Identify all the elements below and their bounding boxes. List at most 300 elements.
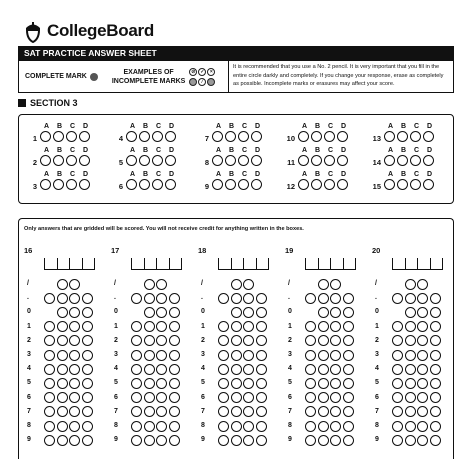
write-box[interactable] [45, 258, 58, 270]
grid-bubble[interactable] [417, 364, 428, 375]
grid-bubble[interactable] [131, 421, 142, 432]
grid-bubble[interactable] [318, 321, 329, 332]
answer-bubble-d[interactable] [251, 131, 262, 142]
grid-bubble[interactable] [405, 279, 416, 290]
grid-bubble[interactable] [243, 307, 254, 318]
grid-bubble[interactable] [144, 279, 155, 290]
grid-bubble[interactable] [392, 293, 403, 304]
grid-bubble[interactable] [343, 293, 354, 304]
answer-bubble-b[interactable] [225, 131, 236, 142]
grid-bubble[interactable] [218, 321, 229, 332]
grid-bubble[interactable] [131, 335, 142, 346]
grid-bubble[interactable] [392, 321, 403, 332]
grid-bubble[interactable] [305, 435, 316, 446]
grid-bubble[interactable] [82, 307, 93, 318]
answer-bubble-a[interactable] [384, 131, 395, 142]
grid-bubble[interactable] [231, 293, 242, 304]
grid-bubble[interactable] [131, 350, 142, 361]
grid-bubble[interactable] [169, 307, 180, 318]
grid-bubble[interactable] [430, 335, 441, 346]
answer-bubble-a[interactable] [126, 179, 137, 190]
grid-bubble[interactable] [417, 350, 428, 361]
grid-bubble[interactable] [256, 392, 267, 403]
grid-bubble[interactable] [256, 293, 267, 304]
grid-bubble[interactable] [169, 321, 180, 332]
grid-bubble[interactable] [417, 421, 428, 432]
answer-bubble-a[interactable] [298, 155, 309, 166]
grid-bubble[interactable] [69, 293, 80, 304]
grid-bubble[interactable] [430, 421, 441, 432]
grid-bubble[interactable] [231, 406, 242, 417]
grid-bubble[interactable] [82, 350, 93, 361]
grid-bubble[interactable] [343, 307, 354, 318]
grid-bubble[interactable] [343, 378, 354, 389]
grid-bubble[interactable] [57, 435, 68, 446]
grid-bubble[interactable] [256, 335, 267, 346]
write-box[interactable] [244, 258, 257, 270]
grid-bubble[interactable] [69, 435, 80, 446]
write-box[interactable] [306, 258, 319, 270]
grid-bubble[interactable] [430, 321, 441, 332]
grid-bubble[interactable] [305, 293, 316, 304]
grid-bubble[interactable] [392, 406, 403, 417]
grid-bubble[interactable] [330, 307, 341, 318]
grid-bubble[interactable] [343, 350, 354, 361]
grid-bubble[interactable] [305, 335, 316, 346]
answer-bubble-b[interactable] [311, 131, 322, 142]
grid-bubble[interactable] [82, 392, 93, 403]
grid-bubble[interactable] [417, 435, 428, 446]
grid-bubble[interactable] [169, 406, 180, 417]
grid-bubble[interactable] [144, 435, 155, 446]
grid-bubble[interactable] [44, 335, 55, 346]
grid-bubble[interactable] [392, 364, 403, 375]
grid-bubble[interactable] [57, 307, 68, 318]
grid-bubble[interactable] [231, 335, 242, 346]
grid-bubble[interactable] [330, 406, 341, 417]
answer-bubble-b[interactable] [397, 155, 408, 166]
grid-bubble[interactable] [69, 350, 80, 361]
answer-bubble-a[interactable] [298, 179, 309, 190]
grid-bubble[interactable] [318, 435, 329, 446]
grid-bubble[interactable] [218, 364, 229, 375]
grid-bubble[interactable] [318, 307, 329, 318]
answer-bubble-d[interactable] [79, 155, 90, 166]
grid-bubble[interactable] [330, 435, 341, 446]
grid-bubble[interactable] [343, 406, 354, 417]
grid-bubble[interactable] [330, 321, 341, 332]
grid-bubble[interactable] [405, 364, 416, 375]
grid-bubble[interactable] [330, 350, 341, 361]
answer-bubble-c[interactable] [66, 155, 77, 166]
grid-bubble[interactable] [144, 293, 155, 304]
answer-bubble-a[interactable] [40, 155, 51, 166]
grid-bubble[interactable] [243, 293, 254, 304]
grid-bubble[interactable] [343, 364, 354, 375]
grid-bubble[interactable] [243, 392, 254, 403]
grid-bubble[interactable] [318, 279, 329, 290]
grid-bubble[interactable] [392, 335, 403, 346]
grid-bubble[interactable] [392, 378, 403, 389]
grid-bubble[interactable] [156, 307, 167, 318]
grid-bubble[interactable] [243, 378, 254, 389]
grid-bubble[interactable] [218, 406, 229, 417]
grid-bubble[interactable] [405, 435, 416, 446]
grid-bubble[interactable] [256, 406, 267, 417]
write-box[interactable] [219, 258, 232, 270]
grid-bubble[interactable] [318, 392, 329, 403]
write-box[interactable] [319, 258, 332, 270]
answer-bubble-d[interactable] [79, 179, 90, 190]
grid-bubble[interactable] [156, 392, 167, 403]
write-box[interactable] [257, 258, 270, 270]
grid-bubble[interactable] [82, 364, 93, 375]
grid-bubble[interactable] [330, 279, 341, 290]
grid-bubble[interactable] [305, 350, 316, 361]
grid-bubble[interactable] [430, 406, 441, 417]
grid-bubble[interactable] [405, 421, 416, 432]
answer-bubble-b[interactable] [225, 179, 236, 190]
answer-bubble-d[interactable] [423, 179, 434, 190]
grid-bubble[interactable] [330, 364, 341, 375]
grid-bubble[interactable] [44, 392, 55, 403]
grid-bubble[interactable] [218, 293, 229, 304]
grid-bubble[interactable] [430, 350, 441, 361]
grid-bubble[interactable] [405, 392, 416, 403]
grid-bubble[interactable] [218, 435, 229, 446]
grid-bubble[interactable] [44, 350, 55, 361]
grid-bubble[interactable] [69, 335, 80, 346]
grid-bubble[interactable] [131, 406, 142, 417]
answer-bubble-d[interactable] [337, 155, 348, 166]
answer-bubble-d[interactable] [337, 131, 348, 142]
answer-bubble-d[interactable] [165, 179, 176, 190]
grid-bubble[interactable] [318, 421, 329, 432]
grid-bubble[interactable] [57, 364, 68, 375]
grid-bubble[interactable] [44, 421, 55, 432]
answer-bubble-d[interactable] [337, 179, 348, 190]
grid-bubble[interactable] [405, 335, 416, 346]
answer-bubble-d[interactable] [251, 155, 262, 166]
grid-bubble[interactable] [243, 421, 254, 432]
grid-bubble[interactable] [57, 392, 68, 403]
grid-bubble[interactable] [57, 350, 68, 361]
grid-bubble[interactable] [330, 421, 341, 432]
grid-bubble[interactable] [330, 293, 341, 304]
answer-bubble-c[interactable] [238, 179, 249, 190]
grid-bubble[interactable] [318, 378, 329, 389]
grid-bubble[interactable] [169, 392, 180, 403]
grid-bubble[interactable] [156, 364, 167, 375]
answer-bubble-c[interactable] [66, 179, 77, 190]
grid-bubble[interactable] [231, 350, 242, 361]
grid-bubble[interactable] [69, 321, 80, 332]
write-box[interactable] [83, 258, 96, 270]
grid-bubble[interactable] [82, 421, 93, 432]
grid-bubble[interactable] [343, 421, 354, 432]
answer-bubble-a[interactable] [40, 179, 51, 190]
answer-bubble-a[interactable] [384, 155, 395, 166]
grid-bubble[interactable] [69, 307, 80, 318]
grid-bubble[interactable] [430, 378, 441, 389]
grid-bubble[interactable] [82, 378, 93, 389]
answer-bubble-c[interactable] [324, 179, 335, 190]
grid-bubble[interactable] [69, 421, 80, 432]
grid-bubble[interactable] [305, 392, 316, 403]
grid-bubble[interactable] [430, 435, 441, 446]
grid-bubble[interactable] [405, 350, 416, 361]
answer-bubble-b[interactable] [397, 179, 408, 190]
grid-bubble[interactable] [169, 350, 180, 361]
grid-bubble[interactable] [57, 378, 68, 389]
grid-bubble[interactable] [243, 406, 254, 417]
answer-bubble-a[interactable] [212, 131, 223, 142]
grid-bubble[interactable] [417, 392, 428, 403]
grid-bubble[interactable] [243, 335, 254, 346]
grid-bubble[interactable] [318, 335, 329, 346]
grid-bubble[interactable] [169, 293, 180, 304]
write-box[interactable] [157, 258, 170, 270]
answer-bubble-a[interactable] [126, 131, 137, 142]
grid-bubble[interactable] [156, 435, 167, 446]
grid-bubble[interactable] [218, 392, 229, 403]
grid-bubble[interactable] [156, 279, 167, 290]
grid-bubble[interactable] [256, 321, 267, 332]
grid-bubble[interactable] [131, 392, 142, 403]
grid-bubble[interactable] [218, 335, 229, 346]
grid-bubble[interactable] [417, 321, 428, 332]
grid-bubble[interactable] [430, 392, 441, 403]
grid-bubble[interactable] [405, 378, 416, 389]
answer-bubble-c[interactable] [152, 131, 163, 142]
grid-bubble[interactable] [392, 435, 403, 446]
answer-bubble-c[interactable] [410, 179, 421, 190]
grid-bubble[interactable] [417, 293, 428, 304]
grid-bubble[interactable] [144, 335, 155, 346]
grid-bubble[interactable] [392, 350, 403, 361]
grid-bubble[interactable] [144, 406, 155, 417]
answer-bubble-c[interactable] [324, 131, 335, 142]
write-box[interactable] [393, 258, 406, 270]
grid-bubble[interactable] [256, 350, 267, 361]
grid-bubble[interactable] [405, 307, 416, 318]
grid-bubble[interactable] [405, 406, 416, 417]
grid-bubble[interactable] [243, 350, 254, 361]
grid-bubble[interactable] [218, 350, 229, 361]
answer-bubble-b[interactable] [53, 179, 64, 190]
grid-bubble[interactable] [57, 406, 68, 417]
answer-bubble-d[interactable] [423, 131, 434, 142]
grid-bubble[interactable] [169, 364, 180, 375]
grid-bubble[interactable] [82, 335, 93, 346]
answer-bubble-b[interactable] [53, 155, 64, 166]
grid-bubble[interactable] [57, 321, 68, 332]
grid-bubble[interactable] [392, 421, 403, 432]
write-box[interactable] [406, 258, 419, 270]
grid-bubble[interactable] [405, 293, 416, 304]
grid-bubble[interactable] [131, 293, 142, 304]
answer-bubble-d[interactable] [251, 179, 262, 190]
grid-bubble[interactable] [392, 392, 403, 403]
answer-bubble-c[interactable] [238, 155, 249, 166]
answer-bubble-a[interactable] [384, 179, 395, 190]
grid-bubble[interactable] [231, 364, 242, 375]
grid-bubble[interactable] [330, 378, 341, 389]
grid-bubble[interactable] [343, 435, 354, 446]
grid-bubble[interactable] [69, 279, 80, 290]
answer-bubble-d[interactable] [423, 155, 434, 166]
grid-bubble[interactable] [318, 364, 329, 375]
grid-bubble[interactable] [243, 279, 254, 290]
answer-bubble-c[interactable] [152, 155, 163, 166]
grid-bubble[interactable] [44, 378, 55, 389]
grid-bubble[interactable] [417, 378, 428, 389]
grid-bubble[interactable] [231, 321, 242, 332]
grid-bubble[interactable] [231, 307, 242, 318]
grid-bubble[interactable] [156, 321, 167, 332]
answer-bubble-c[interactable] [152, 179, 163, 190]
grid-bubble[interactable] [144, 364, 155, 375]
grid-bubble[interactable] [169, 378, 180, 389]
grid-bubble[interactable] [430, 293, 441, 304]
grid-bubble[interactable] [57, 293, 68, 304]
grid-bubble[interactable] [82, 321, 93, 332]
grid-bubble[interactable] [430, 364, 441, 375]
grid-bubble[interactable] [417, 335, 428, 346]
answer-bubble-c[interactable] [410, 131, 421, 142]
answer-bubble-c[interactable] [410, 155, 421, 166]
answer-bubble-c[interactable] [238, 131, 249, 142]
write-box[interactable] [170, 258, 183, 270]
answer-bubble-b[interactable] [225, 155, 236, 166]
write-box[interactable] [232, 258, 245, 270]
grid-bubble[interactable] [131, 435, 142, 446]
grid-bubble[interactable] [131, 364, 142, 375]
grid-bubble[interactable] [243, 435, 254, 446]
write-box[interactable] [344, 258, 357, 270]
answer-bubble-d[interactable] [165, 155, 176, 166]
grid-bubble[interactable] [82, 435, 93, 446]
grid-bubble[interactable] [57, 279, 68, 290]
write-box[interactable] [331, 258, 344, 270]
grid-bubble[interactable] [231, 392, 242, 403]
answer-bubble-a[interactable] [212, 179, 223, 190]
answer-bubble-c[interactable] [66, 131, 77, 142]
grid-bubble[interactable] [69, 392, 80, 403]
grid-bubble[interactable] [256, 378, 267, 389]
answer-bubble-b[interactable] [311, 155, 322, 166]
grid-bubble[interactable] [144, 321, 155, 332]
grid-bubble[interactable] [144, 392, 155, 403]
grid-bubble[interactable] [44, 293, 55, 304]
grid-bubble[interactable] [305, 406, 316, 417]
grid-bubble[interactable] [57, 335, 68, 346]
grid-bubble[interactable] [318, 293, 329, 304]
grid-bubble[interactable] [169, 435, 180, 446]
grid-bubble[interactable] [82, 406, 93, 417]
grid-bubble[interactable] [305, 378, 316, 389]
grid-bubble[interactable] [231, 435, 242, 446]
grid-bubble[interactable] [169, 421, 180, 432]
grid-bubble[interactable] [144, 421, 155, 432]
answer-bubble-b[interactable] [311, 179, 322, 190]
grid-bubble[interactable] [144, 378, 155, 389]
grid-bubble[interactable] [156, 421, 167, 432]
grid-bubble[interactable] [69, 378, 80, 389]
grid-bubble[interactable] [169, 335, 180, 346]
grid-bubble[interactable] [318, 406, 329, 417]
grid-bubble[interactable] [231, 421, 242, 432]
grid-bubble[interactable] [218, 378, 229, 389]
write-box[interactable] [58, 258, 71, 270]
write-box[interactable] [145, 258, 158, 270]
grid-bubble[interactable] [82, 293, 93, 304]
grid-bubble[interactable] [44, 321, 55, 332]
answer-bubble-b[interactable] [139, 179, 150, 190]
answer-bubble-b[interactable] [139, 131, 150, 142]
grid-bubble[interactable] [305, 321, 316, 332]
answer-bubble-d[interactable] [79, 131, 90, 142]
grid-bubble[interactable] [144, 350, 155, 361]
grid-bubble[interactable] [256, 435, 267, 446]
grid-bubble[interactable] [343, 392, 354, 403]
answer-bubble-a[interactable] [212, 155, 223, 166]
grid-bubble[interactable] [318, 350, 329, 361]
grid-bubble[interactable] [243, 321, 254, 332]
grid-bubble[interactable] [305, 421, 316, 432]
grid-bubble[interactable] [69, 406, 80, 417]
grid-bubble[interactable] [156, 378, 167, 389]
grid-bubble[interactable] [57, 421, 68, 432]
grid-bubble[interactable] [256, 307, 267, 318]
grid-bubble[interactable] [417, 279, 428, 290]
grid-bubble[interactable] [156, 293, 167, 304]
grid-bubble[interactable] [343, 335, 354, 346]
answer-bubble-d[interactable] [165, 131, 176, 142]
grid-bubble[interactable] [44, 364, 55, 375]
grid-bubble[interactable] [218, 421, 229, 432]
grid-bubble[interactable] [405, 321, 416, 332]
answer-bubble-a[interactable] [298, 131, 309, 142]
write-box[interactable] [70, 258, 83, 270]
grid-bubble[interactable] [430, 307, 441, 318]
write-box[interactable] [418, 258, 431, 270]
grid-bubble[interactable] [44, 435, 55, 446]
grid-bubble[interactable] [156, 406, 167, 417]
grid-bubble[interactable] [256, 421, 267, 432]
grid-bubble[interactable] [156, 350, 167, 361]
grid-bubble[interactable] [243, 364, 254, 375]
grid-bubble[interactable] [44, 406, 55, 417]
grid-bubble[interactable] [330, 335, 341, 346]
answer-bubble-b[interactable] [139, 155, 150, 166]
answer-bubble-a[interactable] [126, 155, 137, 166]
grid-bubble[interactable] [231, 279, 242, 290]
answer-bubble-b[interactable] [397, 131, 408, 142]
write-box[interactable] [431, 258, 444, 270]
grid-bubble[interactable] [156, 335, 167, 346]
grid-bubble[interactable] [131, 378, 142, 389]
grid-bubble[interactable] [330, 392, 341, 403]
grid-bubble[interactable] [305, 364, 316, 375]
grid-bubble[interactable] [256, 364, 267, 375]
answer-bubble-a[interactable] [40, 131, 51, 142]
answer-bubble-c[interactable] [324, 155, 335, 166]
grid-bubble[interactable] [343, 321, 354, 332]
grid-bubble[interactable] [417, 406, 428, 417]
grid-bubble[interactable] [144, 307, 155, 318]
grid-bubble[interactable] [131, 321, 142, 332]
